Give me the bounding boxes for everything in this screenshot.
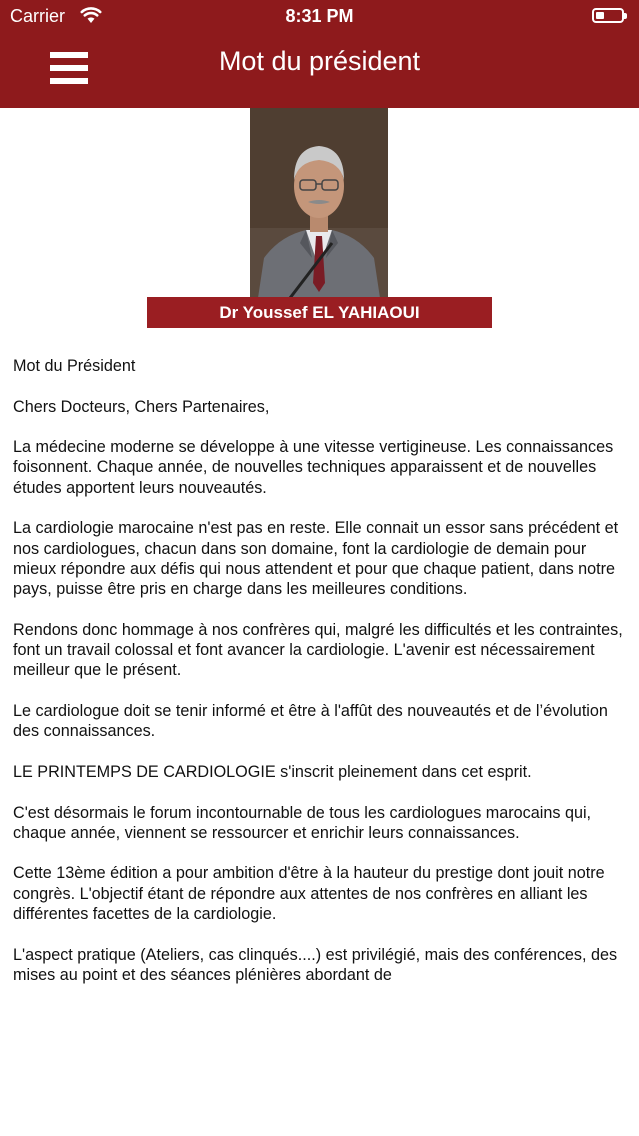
president-message (13, 356, 629, 1028)
president-photo (250, 108, 388, 298)
article-paragraph: Cette 13ème édition a pour ambition d'être à la hauteur du prestige dont jouit notre congrès. L'objectif étant de répondre aux attentes de nos confrères en alliant les différentes facettes de la cardiologie. (13, 864, 605, 924)
article-heading: Mot du Président (13, 357, 136, 375)
article-paragraph: C'est désormais le forum incontournable de tous les cardiologues marocains qui, chaque année, viennent se ressourcer et enrichir leurs connaissances. (13, 803, 592, 842)
page-title: Mot du président (218, 46, 421, 76)
status-bar (0, 0, 639, 34)
status-time: 8:31 PM (285, 6, 354, 26)
carrier-label: Carrier (10, 6, 66, 26)
battery-icon (592, 8, 624, 23)
menu-bar (50, 78, 88, 84)
article-paragraph: Le cardiologue doit se tenir informé et être à l'affût des nouveautés et de l’évolution des connaissances. (13, 702, 608, 741)
president-portrait-image (250, 108, 388, 298)
article-paragraph: La cardiologie marocaine n'est pas en reste. Elle connait un essor sans précédent et nos cardiologues, chacun dans son domaine, font la cardiologie de demain pour mieux répondre aux défis qui nous attendent et pour que chaque patient, dans notre pays, puisse être pris en charge dans les meilleures conditions. (13, 519, 619, 599)
president-name-banner: Dr Youssef EL YAHIAOUI (147, 297, 492, 328)
app-header (0, 0, 639, 108)
battery-level (596, 12, 604, 19)
article-greeting: Chers Docteurs, Chers Partenaires, (13, 397, 270, 416)
article-paragraph: Rendons donc hommage à nos confrères qui, malgré les difficultés et les contraintes, font un travail colossal et font avancer la cardiologie. L'avenir est nécessairement meilleur que le présent. (13, 620, 623, 680)
article-paragraph: L'aspect pratique (Ateliers, cas clinqués....) est privilégié, mais des conférences, des mises au point et des séances plénières abordant de (13, 945, 618, 984)
article-paragraph: La médecine moderne se développe à une vitesse vertigineuse. Les connaissances foisonnent. Chaque année, de nouvelles techniques apparaissent et de nouvelles études apportent leurs nouveautés. (13, 438, 614, 497)
article-paragraph: LE PRINTEMPS DE CARDIOLOGIE s'inscrit pleinement dans cet esprit. (13, 762, 532, 781)
